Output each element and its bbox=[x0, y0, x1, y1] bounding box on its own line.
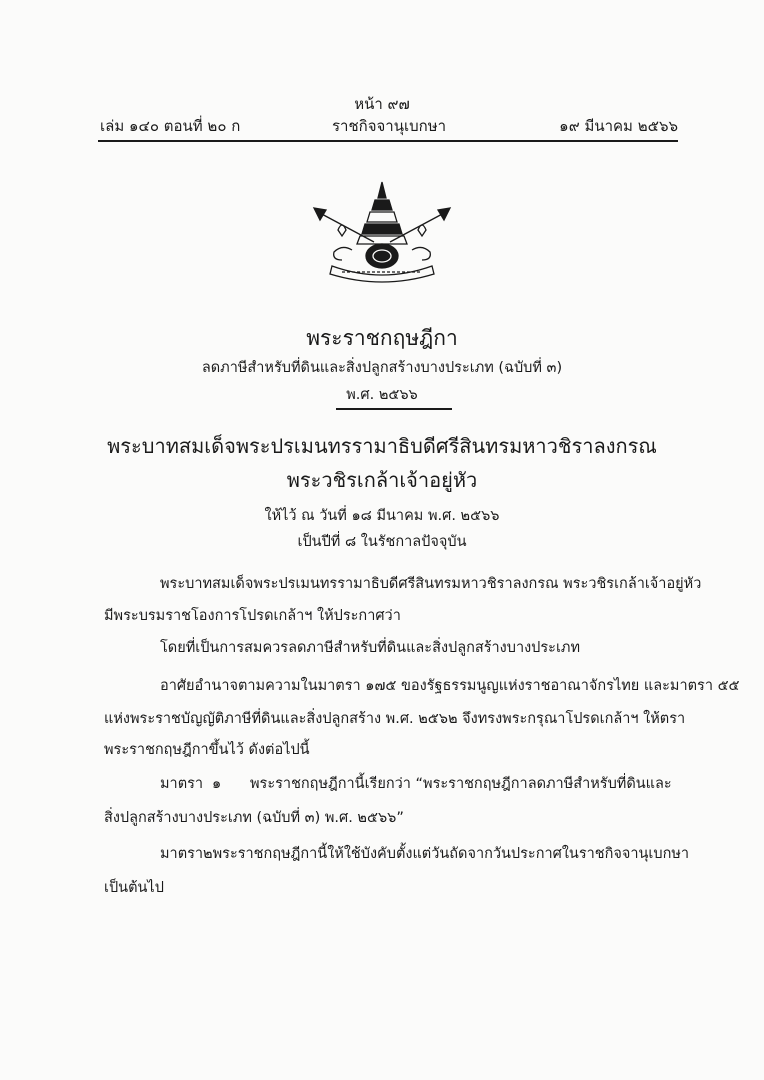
king-name-line1: พระบาทสมเด็จพระปรเมนทรรามาธิบดีศรีสินทรมหาวชิราลงกรณ bbox=[107, 434, 657, 458]
paragraph-line: เป็นต้นไป bbox=[104, 880, 164, 896]
reign-year: เป็นปีที่ ๘ ในรัชกาลปัจจุบัน bbox=[297, 534, 467, 550]
given-date: ให้ไว้ ณ วันที่ ๑๘ มีนาคม พ.ศ. ๒๕๖๖ bbox=[264, 508, 500, 524]
royal-emblem-icon bbox=[312, 180, 452, 290]
header-divider bbox=[98, 140, 678, 142]
section-number: ๑ bbox=[212, 776, 222, 792]
decree-title: พระราชกฤษฎีกา bbox=[306, 326, 458, 350]
section-text: พระราชกฤษฎีกานี้เรียกว่า “พระราชกฤษฎีกาลดภาษีสำหรับที่ดินและ bbox=[250, 776, 672, 792]
paragraph-line: พระบาทสมเด็จพระปรเมนทรรามาธิบดีศรีสินทรมหาวชิราลงกรณ พระวชิรเกล้าเจ้าอยู่หัว bbox=[160, 576, 702, 592]
gazette-date: ๑๙ มีนาคม ๒๕๖๖ bbox=[559, 117, 678, 135]
title-divider bbox=[336, 408, 452, 410]
page-number: หน้า ๙๗ bbox=[354, 95, 410, 113]
section-label: มาตรา bbox=[160, 776, 204, 792]
section-2 bbox=[160, 842, 690, 865]
volume-issue: เล่ม ๑๔๐ ตอนที่ ๒๐ ก bbox=[100, 117, 241, 135]
paragraph-line: อาศัยอำนาจตามความในมาตรา ๑๗๕ ของรัฐธรรมนูญแห่งราชอาณาจักรไทย และมาตรา ๕๕ bbox=[160, 678, 740, 694]
gazette-header bbox=[100, 114, 678, 136]
paragraph-line: สิ่งปลูกสร้างบางประเภท (ฉบับที่ ๓) พ.ศ. ๒๕๖๖” bbox=[104, 810, 404, 826]
section-text: พระราชกฤษฎีกานี้ให้ใช้บังคับตั้งแต่วันถัดจากวันประกาศในราชกิจจานุเบกษา bbox=[212, 846, 690, 862]
paragraph-line: พระราชกฤษฎีกาขึ้นไว้ ดังต่อไปนี้ bbox=[104, 742, 310, 758]
paragraph-line: มีพระบรมราชโองการโปรดเกล้าฯ ให้ประกาศว่า bbox=[104, 608, 401, 624]
decree-year: พ.ศ. ๒๕๖๖ bbox=[346, 387, 418, 403]
gazette-name: ราชกิจจานุเบกษา bbox=[331, 117, 447, 135]
section-label: มาตรา bbox=[160, 846, 204, 862]
paragraph-line: โดยที่เป็นการสมควรลดภาษีสำหรับที่ดินและสิ่งปลูกสร้างบางประเภท bbox=[160, 640, 581, 656]
paragraph-line: แห่งพระราชบัญญัติภาษีที่ดินและสิ่งปลูกสร้าง พ.ศ. ๒๕๖๒ จึงทรงพระกรุณาโปรดเกล้าฯ ให้ตรา bbox=[104, 711, 686, 727]
decree-subtitle: ลดภาษีสำหรับที่ดินและสิ่งปลูกสร้างบางประเภท (ฉบับที่ ๓) bbox=[201, 360, 563, 376]
section-number: ๒ bbox=[203, 846, 213, 862]
king-name-line2: พระวชิรเกล้าเจ้าอยู่หัว bbox=[286, 468, 478, 492]
section-1 bbox=[160, 772, 678, 795]
